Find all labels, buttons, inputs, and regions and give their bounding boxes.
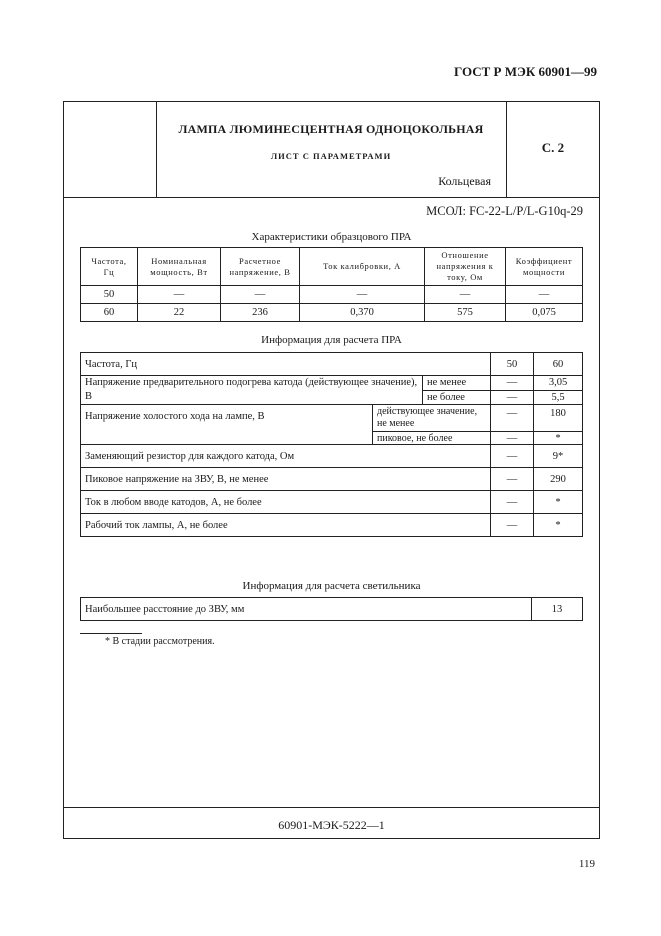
table-cell: 50 <box>491 353 534 376</box>
table-cell: — <box>491 376 534 391</box>
table-row <box>81 514 583 537</box>
table-row <box>81 353 583 376</box>
table-header-row <box>81 248 583 286</box>
document-code: 60901-МЭК-5222—1 <box>278 818 385 832</box>
row-label: Заменяющий резистор для каждого катода, Ом <box>81 445 491 468</box>
ballast-design-title: Информация для расчета ПРА <box>261 334 402 346</box>
lamp-designation: МСОЛ: FC-22-L/P/L-G10q-29 <box>426 204 583 218</box>
luminaire-design-table <box>80 597 583 621</box>
table-cell: 13 <box>532 598 583 621</box>
condition-label: пиковое, не более <box>373 432 491 445</box>
table-cell: 575 <box>425 304 506 322</box>
header-cell: Частота, Гц <box>81 248 138 286</box>
table-cell: — <box>491 445 534 468</box>
header-bottom-rule <box>64 197 599 198</box>
table-row <box>81 491 583 514</box>
frequency-label: Частота, Гц <box>81 353 491 376</box>
footnote-rule <box>80 633 142 634</box>
table-cell: 3,05 <box>534 376 583 391</box>
table-cell: — <box>425 286 506 304</box>
header-cell: Расчетное напряжение, В <box>221 248 300 286</box>
header-cell: Номинальная мощность, Вт <box>138 248 221 286</box>
table-row <box>81 468 583 491</box>
page-number: 119 <box>578 858 595 870</box>
table-cell: — <box>491 405 534 432</box>
table-cell: — <box>506 286 583 304</box>
table-cell: 0,075 <box>506 304 583 322</box>
table-cell: — <box>491 514 534 537</box>
table-cell: — <box>138 286 221 304</box>
table-cell: 5,5 <box>534 390 583 405</box>
header-cell: Коэффициент мощности <box>506 248 583 286</box>
preheat-voltage-label: Напряжение предварительного подогрева катода (действующее значение), В <box>81 376 423 405</box>
table-cell: 180 <box>534 405 583 432</box>
header-cell: Ток калибровки, А <box>300 248 425 286</box>
lamp-type: Кольцевая <box>438 174 491 188</box>
table-cell: * <box>534 432 583 445</box>
table-row <box>81 405 583 432</box>
table-cell: 290 <box>534 468 583 491</box>
table-cell: — <box>221 286 300 304</box>
condition-label: не более <box>423 390 491 405</box>
table-cell: * <box>534 491 583 514</box>
ballast-design-table <box>80 352 583 537</box>
page-label: С. 2 <box>541 140 565 155</box>
table-cell: 60 <box>81 304 138 322</box>
table-cell: 0,370 <box>300 304 425 322</box>
sheet-subtitle: ЛИСТ С ПАРАМЕТРАМИ <box>270 151 392 161</box>
row-label: Рабочий ток лампы, А, не более <box>81 514 491 537</box>
table-row <box>81 286 583 304</box>
table-cell: — <box>491 491 534 514</box>
open-circuit-voltage-label: Напряжение холостого хода на лампе, В <box>81 405 373 445</box>
table-row <box>81 376 583 391</box>
standard-code: ГОСТ Р МЭК 60901—99 <box>454 64 597 79</box>
table-cell: 236 <box>221 304 300 322</box>
table-cell: 9* <box>534 445 583 468</box>
table-cell: 50 <box>81 286 138 304</box>
table-cell: * <box>534 514 583 537</box>
table-cell: — <box>491 468 534 491</box>
table-cell: — <box>491 432 534 445</box>
footer-top-rule <box>64 807 599 808</box>
footnote: * В стадии рассмотрения. <box>105 636 215 647</box>
table-row <box>81 598 583 621</box>
table-cell: 22 <box>138 304 221 322</box>
table-cell: — <box>300 286 425 304</box>
condition-label: действующее значение, не менее <box>373 405 491 432</box>
row-label: Наибольшее расстояние до ЗВУ, мм <box>81 598 532 621</box>
table-row <box>81 304 583 322</box>
table-cell: — <box>491 390 534 405</box>
row-label: Ток в любом вводе катодов, А, не более <box>81 491 491 514</box>
condition-label: не менее <box>423 376 491 391</box>
header-cell: Отношение напряжения к току, Ом <box>425 248 506 286</box>
row-label: Пиковое напряжение на ЗВУ, В, не менее <box>81 468 491 491</box>
reference-ballast-table <box>80 247 583 322</box>
sheet-title: ЛАМПА ЛЮМИНЕСЦЕНТНАЯ ОДНОЦОКОЛЬНАЯ <box>178 122 484 136</box>
reference-ballast-title: Характеристики образцового ПРА <box>251 231 412 243</box>
luminaire-design-title: Информация для расчета светильника <box>242 580 421 592</box>
table-row <box>81 445 583 468</box>
table-cell: 60 <box>534 353 583 376</box>
